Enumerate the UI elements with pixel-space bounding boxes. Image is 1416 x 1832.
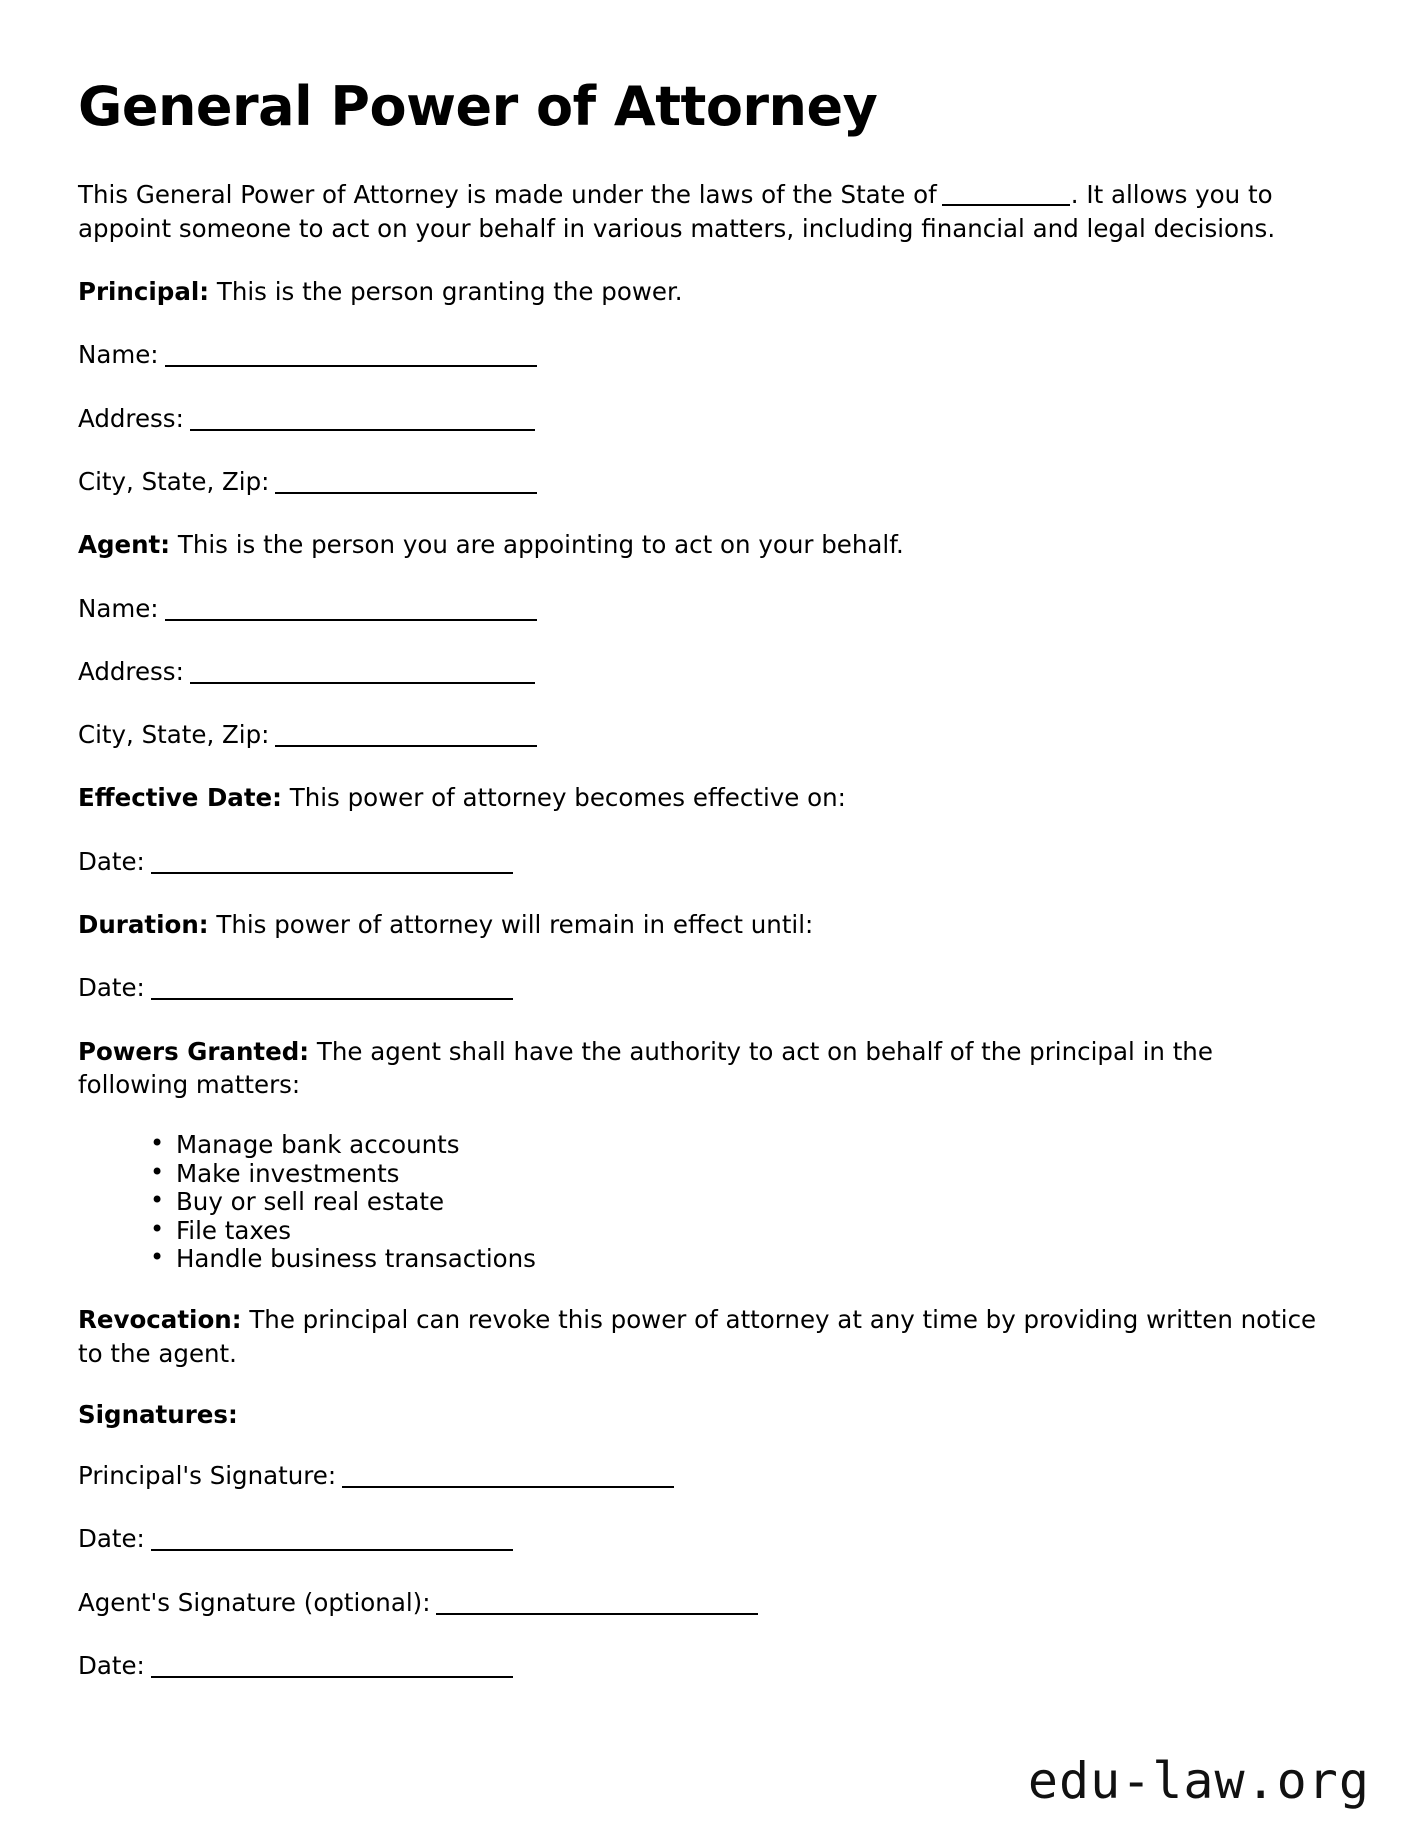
revocation-paragraph: [78, 1303, 1328, 1370]
principal-citystatezip-label: City, State, Zip:: [78, 466, 270, 496]
duration-label: Duration:: [78, 910, 209, 940]
effective-date-row: [78, 845, 1334, 878]
principal-signature-date-row: [78, 1522, 1334, 1555]
effective-date-input[interactable]: [151, 847, 513, 874]
agent-citystatezip-row: [78, 718, 1334, 751]
principal-signature-row: [78, 1459, 1334, 1492]
agent-signature-date-label: Date:: [78, 1650, 145, 1680]
effective-date-field-label: Date:: [78, 846, 145, 876]
principal-address-label: Address:: [78, 403, 184, 433]
duration-description: This power of attorney will remain in effect until:: [216, 910, 814, 940]
agent-signature-row: [78, 1586, 1334, 1619]
principal-signature-date-label: Date:: [78, 1524, 145, 1554]
agent-citystatezip-label: City, State, Zip:: [78, 720, 270, 750]
agent-description: This is the person you are appointing to act on your behalf.: [177, 530, 904, 560]
principal-signature-input[interactable]: [342, 1461, 674, 1488]
agent-address-input[interactable]: [190, 657, 535, 684]
agent-label: Agent:: [78, 530, 171, 560]
powers-granted-label: Powers Granted:: [78, 1036, 310, 1066]
principal-citystatezip-row: [78, 465, 1334, 498]
powers-granted-heading: [78, 1035, 1328, 1102]
principal-label: Principal:: [78, 276, 210, 306]
signatures-heading: Signatures:: [78, 1399, 238, 1429]
site-watermark: edu-law.org: [1027, 1752, 1370, 1810]
agent-address-label: Address:: [78, 656, 184, 686]
effective-date-label: Effective Date:: [78, 783, 282, 813]
agent-signature-input[interactable]: [436, 1588, 758, 1615]
principal-address-input[interactable]: [190, 404, 535, 431]
agent-signature-date-row: [78, 1649, 1334, 1682]
intro-paragraph: [78, 178, 1328, 245]
intro-text-after: . It allows you to appoint someone to act on your behalf in various matters, including financial and legal decisions.: [78, 180, 1276, 243]
agent-signature-label: Agent's Signature (optional):: [78, 1587, 431, 1617]
state-blank-field[interactable]: [942, 181, 1070, 206]
principal-name-label: Name:: [78, 340, 159, 370]
agent-signature-date-input[interactable]: [151, 1651, 513, 1678]
list-item: • Buy or sell real estate: [150, 1188, 1334, 1216]
principal-signature-date-input[interactable]: [151, 1524, 513, 1551]
principal-citystatezip-input[interactable]: [275, 467, 537, 494]
principal-name-row: [78, 338, 1334, 371]
powers-granted-list: [78, 1131, 1334, 1273]
revocation-description: The principal can revoke this power of attorney at any time by providing written notice to the agent.: [78, 1305, 1317, 1368]
principal-address-row: [78, 402, 1334, 435]
effective-date-description: This power of attorney becomes effective on:: [289, 783, 846, 813]
duration-date-row: [78, 971, 1334, 1004]
intro-text-before: This General Power of Attorney is made under the laws of the State of: [78, 180, 937, 210]
agent-name-input[interactable]: [165, 594, 537, 621]
agent-address-row: [78, 655, 1334, 688]
duration-date-input[interactable]: [151, 973, 513, 1000]
agent-name-row: [78, 592, 1334, 625]
principal-heading: [78, 275, 1328, 308]
duration-date-field-label: Date:: [78, 973, 145, 1003]
agent-heading: [78, 528, 1328, 561]
list-item: • Manage bank accounts: [150, 1131, 1334, 1159]
revocation-label: Revocation:: [78, 1305, 242, 1335]
list-item: • File taxes: [150, 1217, 1334, 1245]
principal-signature-label: Principal's Signature:: [78, 1460, 337, 1490]
principal-description: This is the person granting the power.: [216, 276, 683, 306]
list-item: • Make investments: [150, 1160, 1334, 1188]
agent-name-label: Name:: [78, 593, 159, 623]
effective-date-heading: [78, 781, 1328, 814]
principal-name-input[interactable]: [165, 340, 537, 367]
agent-citystatezip-input[interactable]: [275, 720, 537, 747]
duration-heading: [78, 908, 1328, 941]
powers-granted-description: The agent shall have the authority to act on behalf of the principal in the following matters:: [78, 1036, 1213, 1099]
list-item: • Handle business transactions: [150, 1245, 1334, 1273]
page-title: General Power of Attorney: [78, 75, 878, 138]
